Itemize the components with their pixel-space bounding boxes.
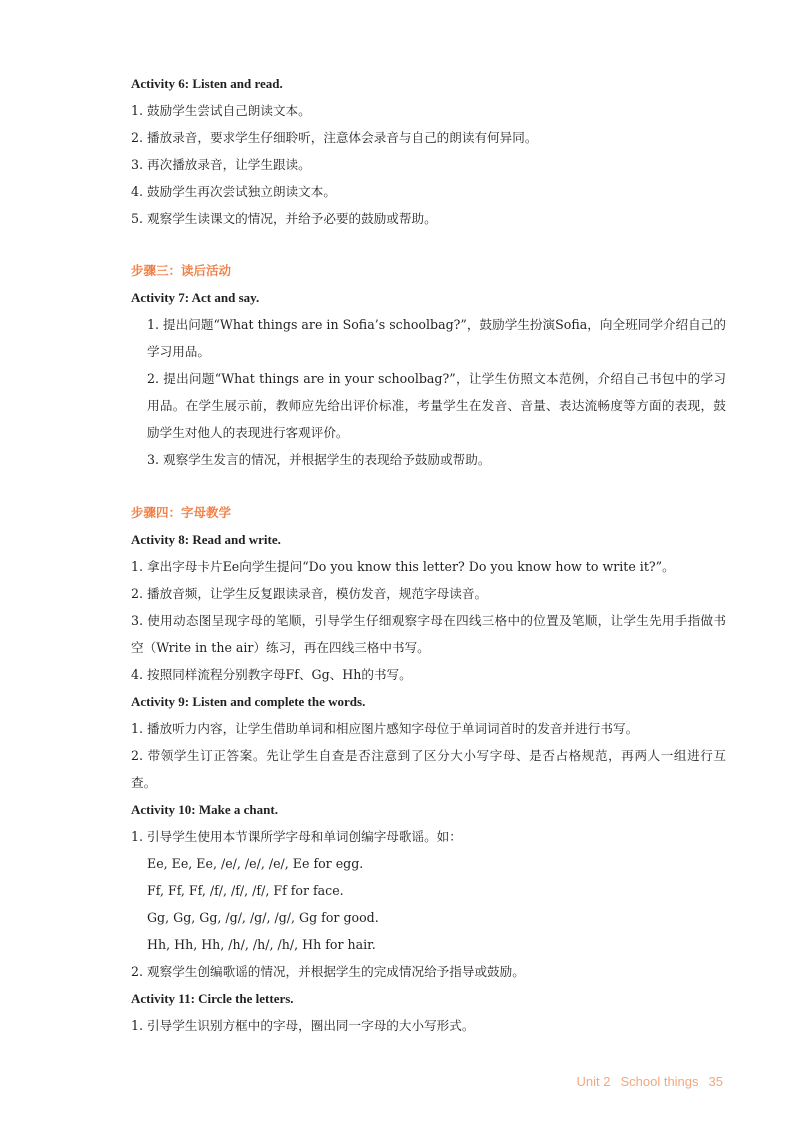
activity-11-heading: Activity 11: Circle the letters. (131, 991, 294, 1006)
activity-6-item-1: 1. 鼓励学生尝试自己朗读文本。 (131, 103, 311, 118)
chant-line-2: Ff, Ff, Ff, /f/, /f/, /f/, Ff for face. (147, 883, 344, 898)
activity-7-heading: Activity 7: Act and say. (131, 290, 260, 305)
chant-line-4: Hh, Hh, Hh, /h/, /h/, /h/, Hh for hair. (147, 937, 376, 952)
activity-10-heading: Activity 10: Make a chant. (131, 802, 278, 817)
step-4-section (131, 499, 726, 1039)
chant-line-3: Gg, Gg, Gg, /g/, /g/, /g/, Gg for good. (147, 910, 379, 925)
activity-10-item-1: 1. 引导学生使用本节课所学字母和单词创编字母歌谣。如： (131, 829, 462, 844)
activity-10-item-2: 2. 观察学生创编歌谣的情况，并根据学生的完成情况给予指导或鼓励。 (131, 964, 525, 979)
activity-8-heading: Activity 8: Read and write. (131, 532, 281, 547)
activity-11-item-1: 1. 引导学生识别方框中的字母，圈出同一字母的大小写形式。 (131, 1018, 475, 1033)
activity-6-item-5: 5. 观察学生读课文的情况，并给予必要的鼓励或帮助。 (131, 211, 437, 226)
activity-8-item-2: 2. 播放音频，让学生反复跟读录音，模仿发音，规范字母读音。 (131, 586, 488, 601)
step-4-heading: 步骤四：字母教学 (131, 505, 232, 520)
activity-6-section (131, 70, 726, 232)
activity-8-item-1: 1. 拿出字母卡片Ee向学生提问“Do you know this letter? Do you know how to write it?”。 (131, 559, 675, 574)
activity-7-item-2: 2. 提出问题“What things are in your schoolbag?”，让学生仿照文本范例，介绍自己书包中的学习用品。在学生展示前，教师应先给出评价标准，考量学生在发音、音量、表达流畅度等方面的表现，鼓励学生对他人的表现进行客观评价。 (147, 371, 726, 440)
step-3-section (131, 257, 726, 473)
activity-7-item-1: 1. 提出问题“What things are in Sofia’s schoolbag?”，鼓励学生扮演Sofia，向全班同学介绍自己的学习用品。 (147, 317, 726, 359)
activity-6-item-2: 2. 播放录音，要求学生仔细聆听，注意体会录音与自己的朗读有何异同。 (131, 130, 538, 145)
step-3-heading: 步骤三：读后活动 (131, 263, 232, 278)
activity-8-item-4: 4. 按照同样流程分别教字母Ff、Gg、Hh的书写。 (131, 667, 412, 682)
activity-6-item-4: 4. 鼓励学生再次尝试独立朗读文本。 (131, 184, 336, 199)
activity-9-item-1: 1. 播放听力内容，让学生借助单词和相应图片感知字母位于单词词首时的发音并进行书写。 (131, 721, 639, 736)
activity-9-heading: Activity 9: Listen and complete the words. (131, 694, 366, 709)
activity-8-item-3: 3. 使用动态图呈现字母的笔顺，引导学生仔细观察字母在四线三格中的位置及笔顺，让学生先用手指做书空（Write in the air）练习，再在四线三格中书写。 (131, 613, 726, 655)
footer-title: School things (620, 1074, 699, 1089)
activity-7-item-3: 3. 观察学生发言的情况，并根据学生的表现给予鼓励或帮助。 (147, 452, 491, 467)
chant-line-1: Ee, Ee, Ee, /e/, /e/, /e/, Ee for egg. (147, 856, 364, 871)
page-number: 35 (708, 1074, 723, 1089)
footer-unit: Unit 2 (576, 1074, 611, 1089)
page-footer (577, 1074, 724, 1089)
activity-6-heading: Activity 6: Listen and read. (131, 76, 283, 91)
activity-6-item-3: 3. 再次播放录音，让学生跟读。 (131, 157, 311, 172)
activity-9-item-2: 2. 带领学生订正答案。先让学生自查是否注意到了区分大小写字母、是否占格规范，再两人一组进行互查。 (131, 748, 726, 790)
